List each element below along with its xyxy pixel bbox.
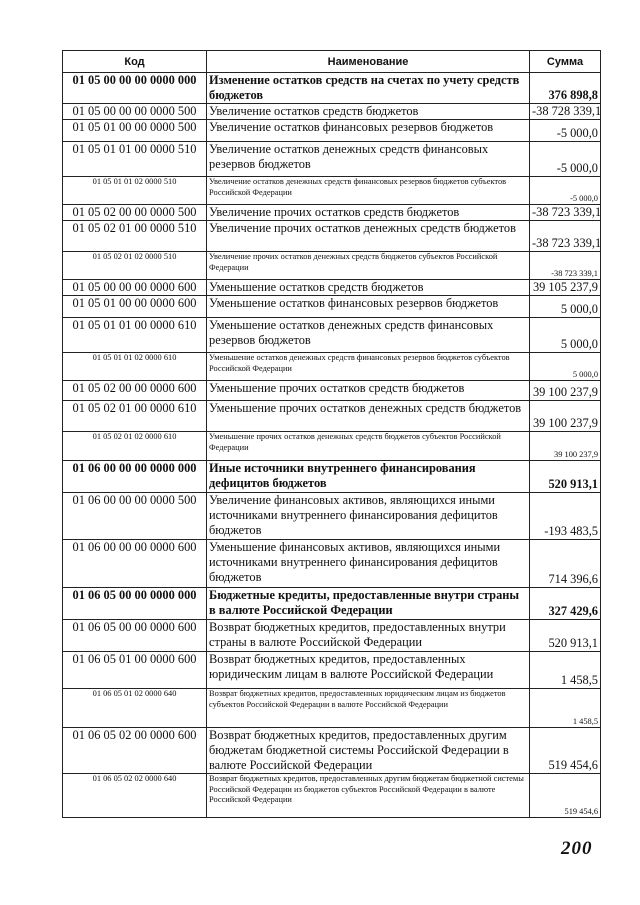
row-sum: -38 723 339,1 [530, 221, 601, 252]
row-sum: 327 429,6 [530, 588, 601, 620]
row-sum: 39 105 237,9 [530, 280, 601, 296]
row-name: Уменьшение остатков денежных средств финансовых резервов бюджетов субъектов Российской Федерации [207, 353, 530, 381]
table-row [63, 177, 601, 205]
row-sum: 520 913,1 [530, 461, 601, 493]
table-row [63, 381, 601, 401]
row-name: Увеличение прочих остатков денежных средств бюджетов субъектов Российской Федерации [207, 252, 530, 280]
row-sum: 39 100 237,9 [530, 401, 601, 432]
row-name: Увеличение остатков финансовых резервов бюджетов [207, 120, 530, 142]
row-name: Увеличение остатков денежных средств финансовых резервов бюджетов субъектов Российской Федерации [207, 177, 530, 205]
row-name: Увеличение остатков средств бюджетов [207, 104, 530, 120]
row-name: Увеличение финансовых активов, являющихся иными источниками внутреннего финансирования дефицитов бюджетов [207, 493, 530, 540]
table-row [63, 689, 601, 728]
row-sum: 714 396,6 [530, 540, 601, 588]
row-code: 01 06 05 00 00 0000 000 [63, 588, 207, 620]
row-code: 01 05 01 00 00 0000 600 [63, 296, 207, 318]
row-code: 01 05 01 01 02 0000 510 [63, 177, 207, 205]
row-code: 01 05 02 01 02 0000 610 [63, 432, 207, 461]
table-header-row [63, 51, 601, 73]
row-code: 01 05 02 01 00 0000 510 [63, 221, 207, 252]
row-name: Увеличение прочих остатков средств бюджетов [207, 205, 530, 221]
row-code: 01 05 01 01 02 0000 610 [63, 353, 207, 381]
row-sum: 5 000,0 [530, 296, 601, 318]
row-sum: 1 458,5 [530, 689, 601, 728]
table-row [63, 318, 601, 353]
row-code: 01 06 05 01 00 0000 600 [63, 652, 207, 689]
table-row [63, 205, 601, 221]
table-row [63, 73, 601, 104]
row-name: Уменьшение финансовых активов, являющихся иными источниками внутреннего финансирования дефицитов бюджетов [207, 540, 530, 588]
table-row [63, 252, 601, 280]
row-code: 01 05 00 00 00 0000 600 [63, 280, 207, 296]
table-row [63, 353, 601, 381]
row-code: 01 05 01 00 00 0000 500 [63, 120, 207, 142]
row-name: Изменение остатков средств на счетах по учету средств бюджетов [207, 73, 530, 104]
row-sum: -38 728 339,1 [530, 104, 601, 120]
row-code: 01 05 02 01 00 0000 610 [63, 401, 207, 432]
row-sum: 519 454,6 [530, 728, 601, 774]
row-sum: 39 100 237,9 [530, 432, 601, 461]
row-sum: 376 898,8 [530, 73, 601, 104]
row-sum: 5 000,0 [530, 318, 601, 353]
row-sum: 1 458,5 [530, 652, 601, 689]
row-name: Возврат бюджетных кредитов, предоставленных другим бюджетам бюджетной системы Российской Федерации из бюджетов субъектов Российской Федерации в валюте Российской Федерации [207, 774, 530, 818]
row-name: Уменьшение прочих остатков денежных средств бюджетов [207, 401, 530, 432]
row-sum: 520 913,1 [530, 620, 601, 652]
row-sum: 519 454,6 [530, 774, 601, 818]
page-number: 200 [561, 838, 593, 859]
table-row [63, 401, 601, 432]
header-name: Наименование [207, 51, 530, 73]
row-code: 01 05 02 01 02 0000 510 [63, 252, 207, 280]
table-row [63, 142, 601, 177]
row-code: 01 06 00 00 00 0000 600 [63, 540, 207, 588]
row-code: 01 06 00 00 00 0000 000 [63, 461, 207, 493]
row-sum: -5 000,0 [530, 177, 601, 205]
table-row [63, 728, 601, 774]
row-sum: -38 723 339,1 [530, 252, 601, 280]
row-code: 01 05 00 00 00 0000 000 [63, 73, 207, 104]
table-row [63, 493, 601, 540]
row-sum: -38 723 339,1 [530, 205, 601, 221]
table-row [63, 280, 601, 296]
row-name: Уменьшение прочих остатков денежных средств бюджетов субъектов Российской Федерации [207, 432, 530, 461]
table-row [63, 620, 601, 652]
row-name: Возврат бюджетных кредитов, предоставленных юридическим лицам в валюте Российской Федерации [207, 652, 530, 689]
table-row [63, 432, 601, 461]
row-name: Уменьшение остатков финансовых резервов бюджетов [207, 296, 530, 318]
row-sum: -5 000,0 [530, 120, 601, 142]
row-name: Иные источники внутреннего финансирования дефицитов бюджетов [207, 461, 530, 493]
row-name: Уменьшение остатков денежных средств финансовых резервов бюджетов [207, 318, 530, 353]
row-sum: 39 100 237,9 [530, 381, 601, 401]
row-name: Возврат бюджетных кредитов, предоставленных другим бюджетам бюджетной системы Российской Федерации в валюте Российской Федерации [207, 728, 530, 774]
header-sum: Сумма [530, 51, 601, 73]
table-row [63, 120, 601, 142]
row-code: 01 06 05 02 02 0000 640 [63, 774, 207, 818]
row-name: Уменьшение прочих остатков средств бюджетов [207, 381, 530, 401]
row-sum: -193 483,5 [530, 493, 601, 540]
table-row [63, 540, 601, 588]
row-code: 01 06 05 01 02 0000 640 [63, 689, 207, 728]
table-row [63, 774, 601, 818]
table-row [63, 461, 601, 493]
row-code: 01 06 00 00 00 0000 500 [63, 493, 207, 540]
row-sum: 5 000,0 [530, 353, 601, 381]
row-code: 01 05 01 01 00 0000 610 [63, 318, 207, 353]
row-name: Увеличение остатков денежных средств финансовых резервов бюджетов [207, 142, 530, 177]
row-name: Бюджетные кредиты, предоставленные внутри страны в валюте Российской Федерации [207, 588, 530, 620]
table-row [63, 296, 601, 318]
row-code: 01 05 02 00 00 0000 500 [63, 205, 207, 221]
table-body [63, 73, 601, 818]
header-code: Код [63, 51, 207, 73]
row-code: 01 05 01 01 00 0000 510 [63, 142, 207, 177]
table-row [63, 588, 601, 620]
row-code: 01 06 05 00 00 0000 600 [63, 620, 207, 652]
row-code: 01 05 00 00 00 0000 500 [63, 104, 207, 120]
table-row [63, 104, 601, 120]
row-code: 01 06 05 02 00 0000 600 [63, 728, 207, 774]
row-code: 01 05 02 00 00 0000 600 [63, 381, 207, 401]
row-name: Увеличение прочих остатков денежных средств бюджетов [207, 221, 530, 252]
table-row [63, 652, 601, 689]
row-name: Возврат бюджетных кредитов, предоставленных внутри страны в валюте Российской Федерации [207, 620, 530, 652]
row-sum: -5 000,0 [530, 142, 601, 177]
row-name: Возврат бюджетных кредитов, предоставленных юридическим лицам из бюджетов субъектов Российской Федерации в валюте Российской Федерации [207, 689, 530, 728]
budget-sources-table [62, 50, 601, 818]
row-name: Уменьшение остатков средств бюджетов [207, 280, 530, 296]
table-row [63, 221, 601, 252]
